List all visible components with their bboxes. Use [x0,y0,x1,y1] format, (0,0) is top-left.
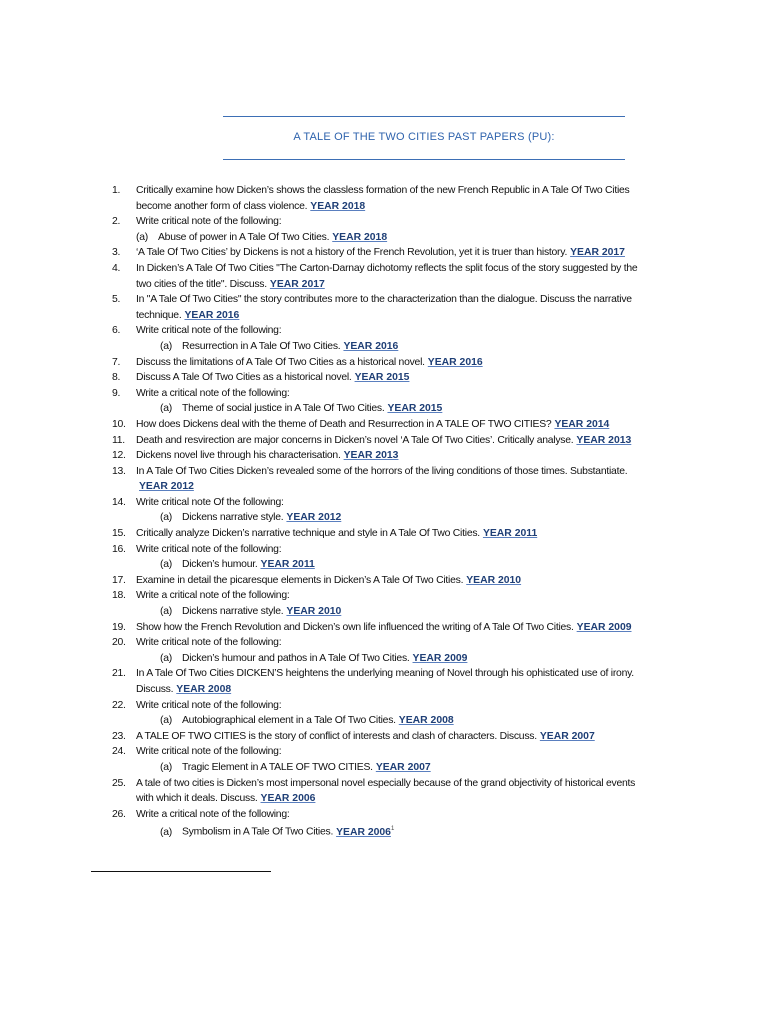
sub-question [160,510,341,526]
footnote-marker: 1 [390,826,395,833]
list-item [0,199,768,215]
list-item [0,355,768,371]
list-item [0,230,768,246]
list-item [0,370,768,386]
list-item [0,682,768,698]
question-body: Autobiographical element in a Tale Of Two Cities. [182,715,396,727]
question-body: Critically analyze Dicken’s narrative technique and style in A Tale Of Two Cities. [136,528,480,540]
question-text [136,183,630,199]
question-body: In A Tale Of Two Cities Dicken’s revealed some of the horrors of the living conditions of those times. Substantiate. [136,465,628,477]
sub-question [160,822,394,840]
list-item [0,729,768,745]
question-number: 18. [112,590,126,602]
year-link[interactable]: YEAR 2006 [336,826,391,838]
list-item [0,417,768,433]
year-link[interactable]: YEAR 2017 [269,278,325,290]
year-link[interactable]: YEAR 2011 [482,528,538,540]
sub-question-label: (a) [160,512,172,524]
question-text [136,744,281,760]
question-number: 24. [112,746,126,758]
sub-question [160,760,431,776]
year-link[interactable]: YEAR 2007 [375,761,431,773]
question-body: Death and resvirection are major concerns in Dicken’s novel ‘A Tale Of Two Cities’. Critically analyse. [136,434,574,446]
question-number: 16. [112,543,126,555]
list-item [0,510,768,526]
year-link[interactable]: YEAR 2010 [466,574,522,586]
question-body: In Dicken’s A Tale Of Two Cities "The Carton-Darnay dichotomy reflects the split focus of the story suggested by the [136,262,638,274]
question-text [136,277,325,293]
list-item [0,542,768,558]
question-text [136,526,537,542]
year-link[interactable]: YEAR 2016 [343,340,399,352]
sub-question-label: (a) [160,761,172,773]
question-number: 25. [112,777,126,789]
sub-question-label: (a) [136,231,148,243]
question-body: Examine in detail the picaresque elements in Dicken’s A Tale Of Two Cities. [136,574,464,586]
list-item [0,744,768,760]
question-number: 23. [112,730,126,742]
list-item [0,214,768,230]
question-number: 15. [112,528,126,540]
question-body: Dicken’s humour and pathos in A Tale Of Two Cities. [182,652,410,664]
question-body: Write critical note of the following: [136,699,282,711]
year-link[interactable]: YEAR 2010 [286,606,342,618]
list-item [0,245,768,261]
list-item [0,791,768,807]
year-link[interactable]: YEAR 2015 [354,372,410,384]
question-number: 5. [112,294,121,306]
question-text [136,776,635,792]
question-number: 22. [112,699,126,711]
year-link[interactable]: YEAR 2017 [570,247,625,259]
question-text [136,807,290,823]
question-body: Tragic Element in A TALE OF TWO CITIES. [182,761,373,773]
year-link[interactable]: YEAR 2018 [310,200,366,212]
question-text [136,729,595,745]
question-number: 20. [112,637,126,649]
question-text [136,495,284,511]
year-link[interactable]: YEAR 2015 [387,403,443,415]
question-text [136,433,631,449]
question-text [136,698,281,714]
list-item [0,292,768,308]
question-body: Dickens narrative style. [182,512,284,524]
list-item [0,386,768,402]
year-link[interactable]: YEAR 2013 [343,450,399,462]
list-item [0,495,768,511]
question-text [136,386,290,402]
question-text [136,635,281,651]
question-text [136,323,281,339]
year-link[interactable]: YEAR 2011 [260,559,315,571]
year-link[interactable]: YEAR 2016 [184,309,240,321]
question-body: Write critical note of the following: [136,325,282,337]
question-number: 7. [112,356,121,368]
question-body: In A Tale Of Two Cities DICKEN’S heightens the underlying meaning of Novel through his ophisticated use of irony. [136,668,634,680]
question-text [136,261,637,277]
question-body: Write critical note Of the following: [136,496,284,508]
question-text [136,682,231,698]
year-link[interactable]: YEAR 2008 [176,684,232,695]
list-item [0,557,768,573]
question-body: technique. [136,309,182,321]
list-item [0,183,768,199]
sub-question [136,230,387,246]
question-body: with which it deals. Discuss. [136,793,258,805]
question-number: 13. [112,465,126,477]
page-title: A TALE OF THE TWO CITIES PAST PAPERS (PU): [293,131,555,143]
question-number: 4. [112,262,121,274]
list-item [0,666,768,682]
list-item [0,573,768,589]
sub-question [160,651,467,667]
list-item [0,277,768,293]
question-body: Write a critical note of the following: [136,387,290,399]
question-number: 1. [112,185,121,196]
sub-question [160,401,442,417]
year-link[interactable]: YEAR 2016 [427,356,483,368]
list-item [0,588,768,604]
question-number: 12. [112,450,126,462]
question-number: 19. [112,621,126,633]
question-text [136,292,632,308]
list-item [0,698,768,714]
question-text [136,573,521,589]
question-number: 17. [112,574,126,586]
year-link[interactable]: YEAR 2013 [576,434,632,446]
question-body: Dicken’s humour. [182,559,258,571]
title-top-rule [223,116,625,117]
list-item [0,822,768,838]
question-number: 11. [112,434,125,446]
year-link[interactable]: YEAR 2018 [332,231,388,243]
question-text [136,214,281,230]
year-link[interactable]: YEAR 2007 [539,730,595,742]
question-text [136,370,409,386]
list-item [0,776,768,792]
question-text [136,355,483,371]
year-link[interactable]: YEAR 2009 [576,621,632,633]
question-body: Discuss. [136,684,174,695]
sub-question [160,713,454,729]
question-body: In "A Tale Of Two Cities" the story contributes more to the characterization than the dialogue. Discuss the narrative [136,294,632,306]
question-body: Resurrection in A Tale Of Two Cities. [182,340,341,352]
sub-question-label: (a) [160,340,172,352]
question-text [136,245,625,261]
list-item [0,635,768,651]
list-item [0,323,768,339]
question-text [136,666,634,682]
year-link[interactable]: YEAR 2012 [286,512,342,524]
question-text [136,542,281,558]
list-item [0,760,768,776]
question-body: Abuse of power in A Tale Of Two Cities. [158,231,330,243]
question-number: 10. [112,418,126,430]
question-body: Show how the French Revolution and Dicken’s own life influenced the writing of A Tale Of Two Cities. [136,621,574,633]
question-number: 6. [112,325,121,337]
list-item [0,651,768,667]
question-body: Write critical note of the following: [136,637,282,649]
question-text [136,417,609,433]
question-text [136,448,398,464]
list-item [0,308,768,324]
list-item [0,261,768,277]
question-text [136,464,627,480]
question-body: Write critical note of the following: [136,746,282,758]
question-body: Write a critical note of the following: [136,590,290,602]
question-number: 9. [112,387,121,399]
question-number: 14. [112,496,126,508]
question-number: 26. [112,808,126,820]
question-body: Write critical note of the following: [136,216,282,228]
sub-question [160,339,398,355]
year-link[interactable]: YEAR 2009 [412,652,468,664]
question-body: Dickens narrative style. [182,606,284,618]
question-body: two cities of the title". Discuss. [136,278,267,290]
footnote-separator [91,871,271,872]
list-item [0,339,768,355]
question-text [136,479,194,495]
sub-question-label: (a) [160,559,172,571]
question-text [136,308,239,324]
sub-question-label: (a) [160,715,172,727]
sub-question [160,557,315,573]
question-body: A tale of two cities is Dicken’s most impersonal novel especially because of the grand objectivity of historical events [136,777,636,789]
question-text [136,588,290,604]
question-body: A TALE OF TWO CITIES is the story of conflict of interests and clash of characters. Discuss. [136,730,537,742]
sub-question-label: (a) [160,652,172,664]
question-body: Critically examine how Dicken’s shows the classless formation of the new French Republic in A Tale Of Two Cities [136,185,630,196]
question-body: Write critical note of the following: [136,543,282,555]
list-item [0,448,768,464]
question-body: Discuss A Tale Of Two Cities as a historical novel. [136,372,352,384]
question-number: 8. [112,372,121,384]
question-text [136,620,632,636]
question-body: Discuss the limitations of A Tale Of Two Cities as a historical novel. [136,356,425,368]
question-body: Theme of social justice in A Tale Of Two Cities. [182,403,385,415]
title-bottom-rule [223,159,625,160]
list-item [0,479,768,495]
year-link[interactable]: YEAR 2008 [398,715,454,727]
question-body: ‘A Tale Of Two Cities’ by Dickens is not a history of the French Revolution, yet it is truer than history. [136,247,568,259]
question-text [136,791,315,807]
question-body: Symbolism in A Tale Of Two Cities. [182,826,334,838]
list-item [0,807,768,823]
question-number: 2. [112,216,121,228]
list-item [0,526,768,542]
question-text [136,199,365,215]
question-body: Dickens novel live through his characterisation. [136,450,341,462]
question-list [0,183,768,838]
year-link[interactable]: YEAR 2014 [554,418,610,430]
question-body: Write a critical note of the following: [136,808,290,820]
question-body: How does Dickens deal with the theme of Death and Resurrection in A TALE OF TWO CITIES? [136,418,552,430]
question-number: 3. [112,247,121,259]
sub-question-label: (a) [160,826,172,838]
list-item [0,433,768,449]
list-item [0,620,768,636]
sub-question-label: (a) [160,606,172,618]
list-item [0,713,768,729]
year-link[interactable]: YEAR 2006 [260,793,316,805]
sub-question-label: (a) [160,403,172,415]
list-item [0,464,768,480]
list-item [0,604,768,620]
question-number: 21. [112,668,126,680]
sub-question [160,604,341,620]
year-link[interactable]: YEAR 2012 [139,481,194,493]
question-body: become another form of class violence. [136,200,308,212]
list-item [0,401,768,417]
